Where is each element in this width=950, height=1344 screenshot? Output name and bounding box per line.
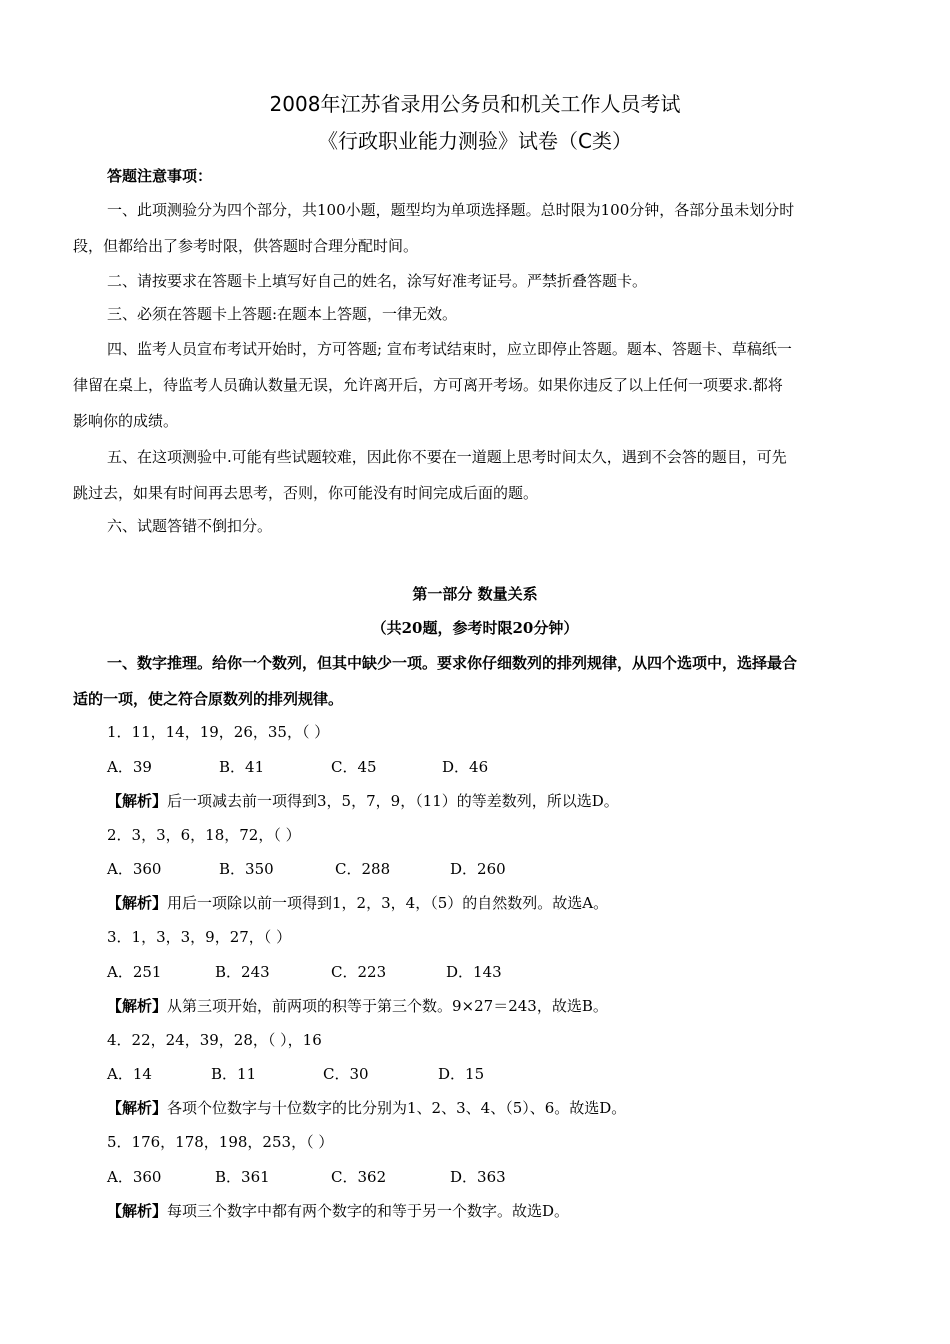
question-2-stem: 2．3，3，6，18，72，（ ） xyxy=(107,826,301,844)
section-subtitle: （共20题，参考时限20分钟） xyxy=(371,619,579,637)
question-4-option-c: C．30 xyxy=(323,1065,369,1083)
notes-heading: 答题注意事项： xyxy=(107,167,213,185)
section-instruction-line-b: 适的一项，使之符合原数列的排列规律。 xyxy=(73,690,344,708)
analysis-label: 【解析】 xyxy=(107,1099,168,1117)
note-4-line-a: 四、监考人员宣布考试开始时，方可答题; 宣布考试结束时，应立即停止答题。题本、答题卡、草稿纸一 xyxy=(107,340,792,358)
note-1-line-b: 段，但都给出了参考时限，供答题时合理分配时间。 xyxy=(73,237,419,255)
analysis-label: 【解析】 xyxy=(107,1202,168,1220)
analysis-text: 每项三个数字中都有两个数字的和等于另一个数字。故选D。 xyxy=(167,1202,570,1220)
note-5-line-b: 跳过去，如果有时间再去思考，否则，你可能没有时间完成后面的题。 xyxy=(73,484,539,502)
question-4-option-a: A．14 xyxy=(107,1065,152,1083)
question-2-option-c: C．288 xyxy=(335,860,391,878)
note-4-line-b: 律留在桌上，待监考人员确认数量无误，允许离开后，方可离开考场。如果你违反了以上任何一项要求.都将 xyxy=(73,376,783,394)
question-1-analysis xyxy=(107,790,619,811)
section-instruction-line-a: 一、数字推理。给你一个数列，但其中缺少一项。要求你仔细数列的排列规律，从四个选项中，选择最合 xyxy=(107,654,798,672)
note-4-line-c: 影响你的成绩。 xyxy=(73,412,179,430)
question-5-option-b: B．361 xyxy=(215,1168,270,1186)
question-1-option-b: B．41 xyxy=(219,758,265,776)
question-5-analysis xyxy=(107,1200,569,1221)
question-1-option-a: A．39 xyxy=(107,758,152,776)
question-4-stem: 4．22，24，39，28，（ ），16 xyxy=(107,1031,322,1049)
analysis-text: 各项个位数字与十位数字的比分别为1、2、3、4、（5）、6。故选D。 xyxy=(167,1099,627,1117)
analysis-label: 【解析】 xyxy=(107,997,168,1015)
analysis-text: 用后一项除以前一项得到1，2，3，4，（5）的自然数列。故选A。 xyxy=(167,894,609,912)
section-title: 第一部分 数量关系 xyxy=(412,585,538,603)
question-1-option-c: C．45 xyxy=(331,758,377,776)
question-3-option-c: C．223 xyxy=(331,963,387,981)
question-3-option-d: D．143 xyxy=(446,963,502,981)
question-3-option-a: A．251 xyxy=(107,963,162,981)
analysis-label: 【解析】 xyxy=(107,792,168,810)
question-5-option-c: C．362 xyxy=(331,1168,387,1186)
analysis-text: 后一项减去前一项得到3，5，7，9，（11）的等差数列，所以选D。 xyxy=(167,792,619,810)
question-4-option-d: D．15 xyxy=(438,1065,485,1083)
question-4-analysis xyxy=(107,1097,626,1118)
exam-title-line1: 2008年江苏省录用公务员和机关工作人员考试 xyxy=(269,92,681,116)
question-2-option-b: B．350 xyxy=(219,860,274,878)
question-5-stem: 5．176，178，198，253，（ ） xyxy=(107,1133,334,1151)
question-3-analysis xyxy=(107,995,608,1016)
question-3-stem: 3．1，3，3，9，27，（ ） xyxy=(107,928,292,946)
question-2-option-a: A．360 xyxy=(107,860,162,878)
note-5-line-a: 五、在这项测验中.可能有些试题较难，因此你不要在一道题上思考时间太久，遇到不会答的题目，可先 xyxy=(107,448,787,466)
exam-title-line2: 《行政职业能力测验》试卷（C类） xyxy=(318,129,632,153)
question-3-option-b: B．243 xyxy=(215,963,270,981)
question-1-stem: 1．11，14，19，26，35，（ ） xyxy=(107,723,330,741)
note-1-line-a: 一、此项测验分为四个部分，共100小题，题型均为单项选择题。总时限为100分钟，各部分虽未划分时 xyxy=(107,201,795,219)
note-3: 三、必须在答题卡上答题:在题本上答题，一律无效。 xyxy=(107,305,458,323)
analysis-label: 【解析】 xyxy=(107,894,168,912)
note-2: 二、请按要求在答题卡上填写好自己的姓名，涂写好准考证号。严禁折叠答题卡。 xyxy=(107,272,648,290)
question-2-analysis xyxy=(107,892,608,913)
question-2-option-d: D．260 xyxy=(450,860,506,878)
question-5-option-a: A．360 xyxy=(107,1168,162,1186)
question-1-option-d: D．46 xyxy=(442,758,489,776)
note-6: 六、试题答错不倒扣分。 xyxy=(107,517,273,535)
question-5-option-d: D．363 xyxy=(450,1168,506,1186)
analysis-text: 从第三项开始，前两项的积等于第三个数。9×27＝243，故选B。 xyxy=(167,997,608,1015)
question-4-option-b: B．11 xyxy=(211,1065,257,1083)
